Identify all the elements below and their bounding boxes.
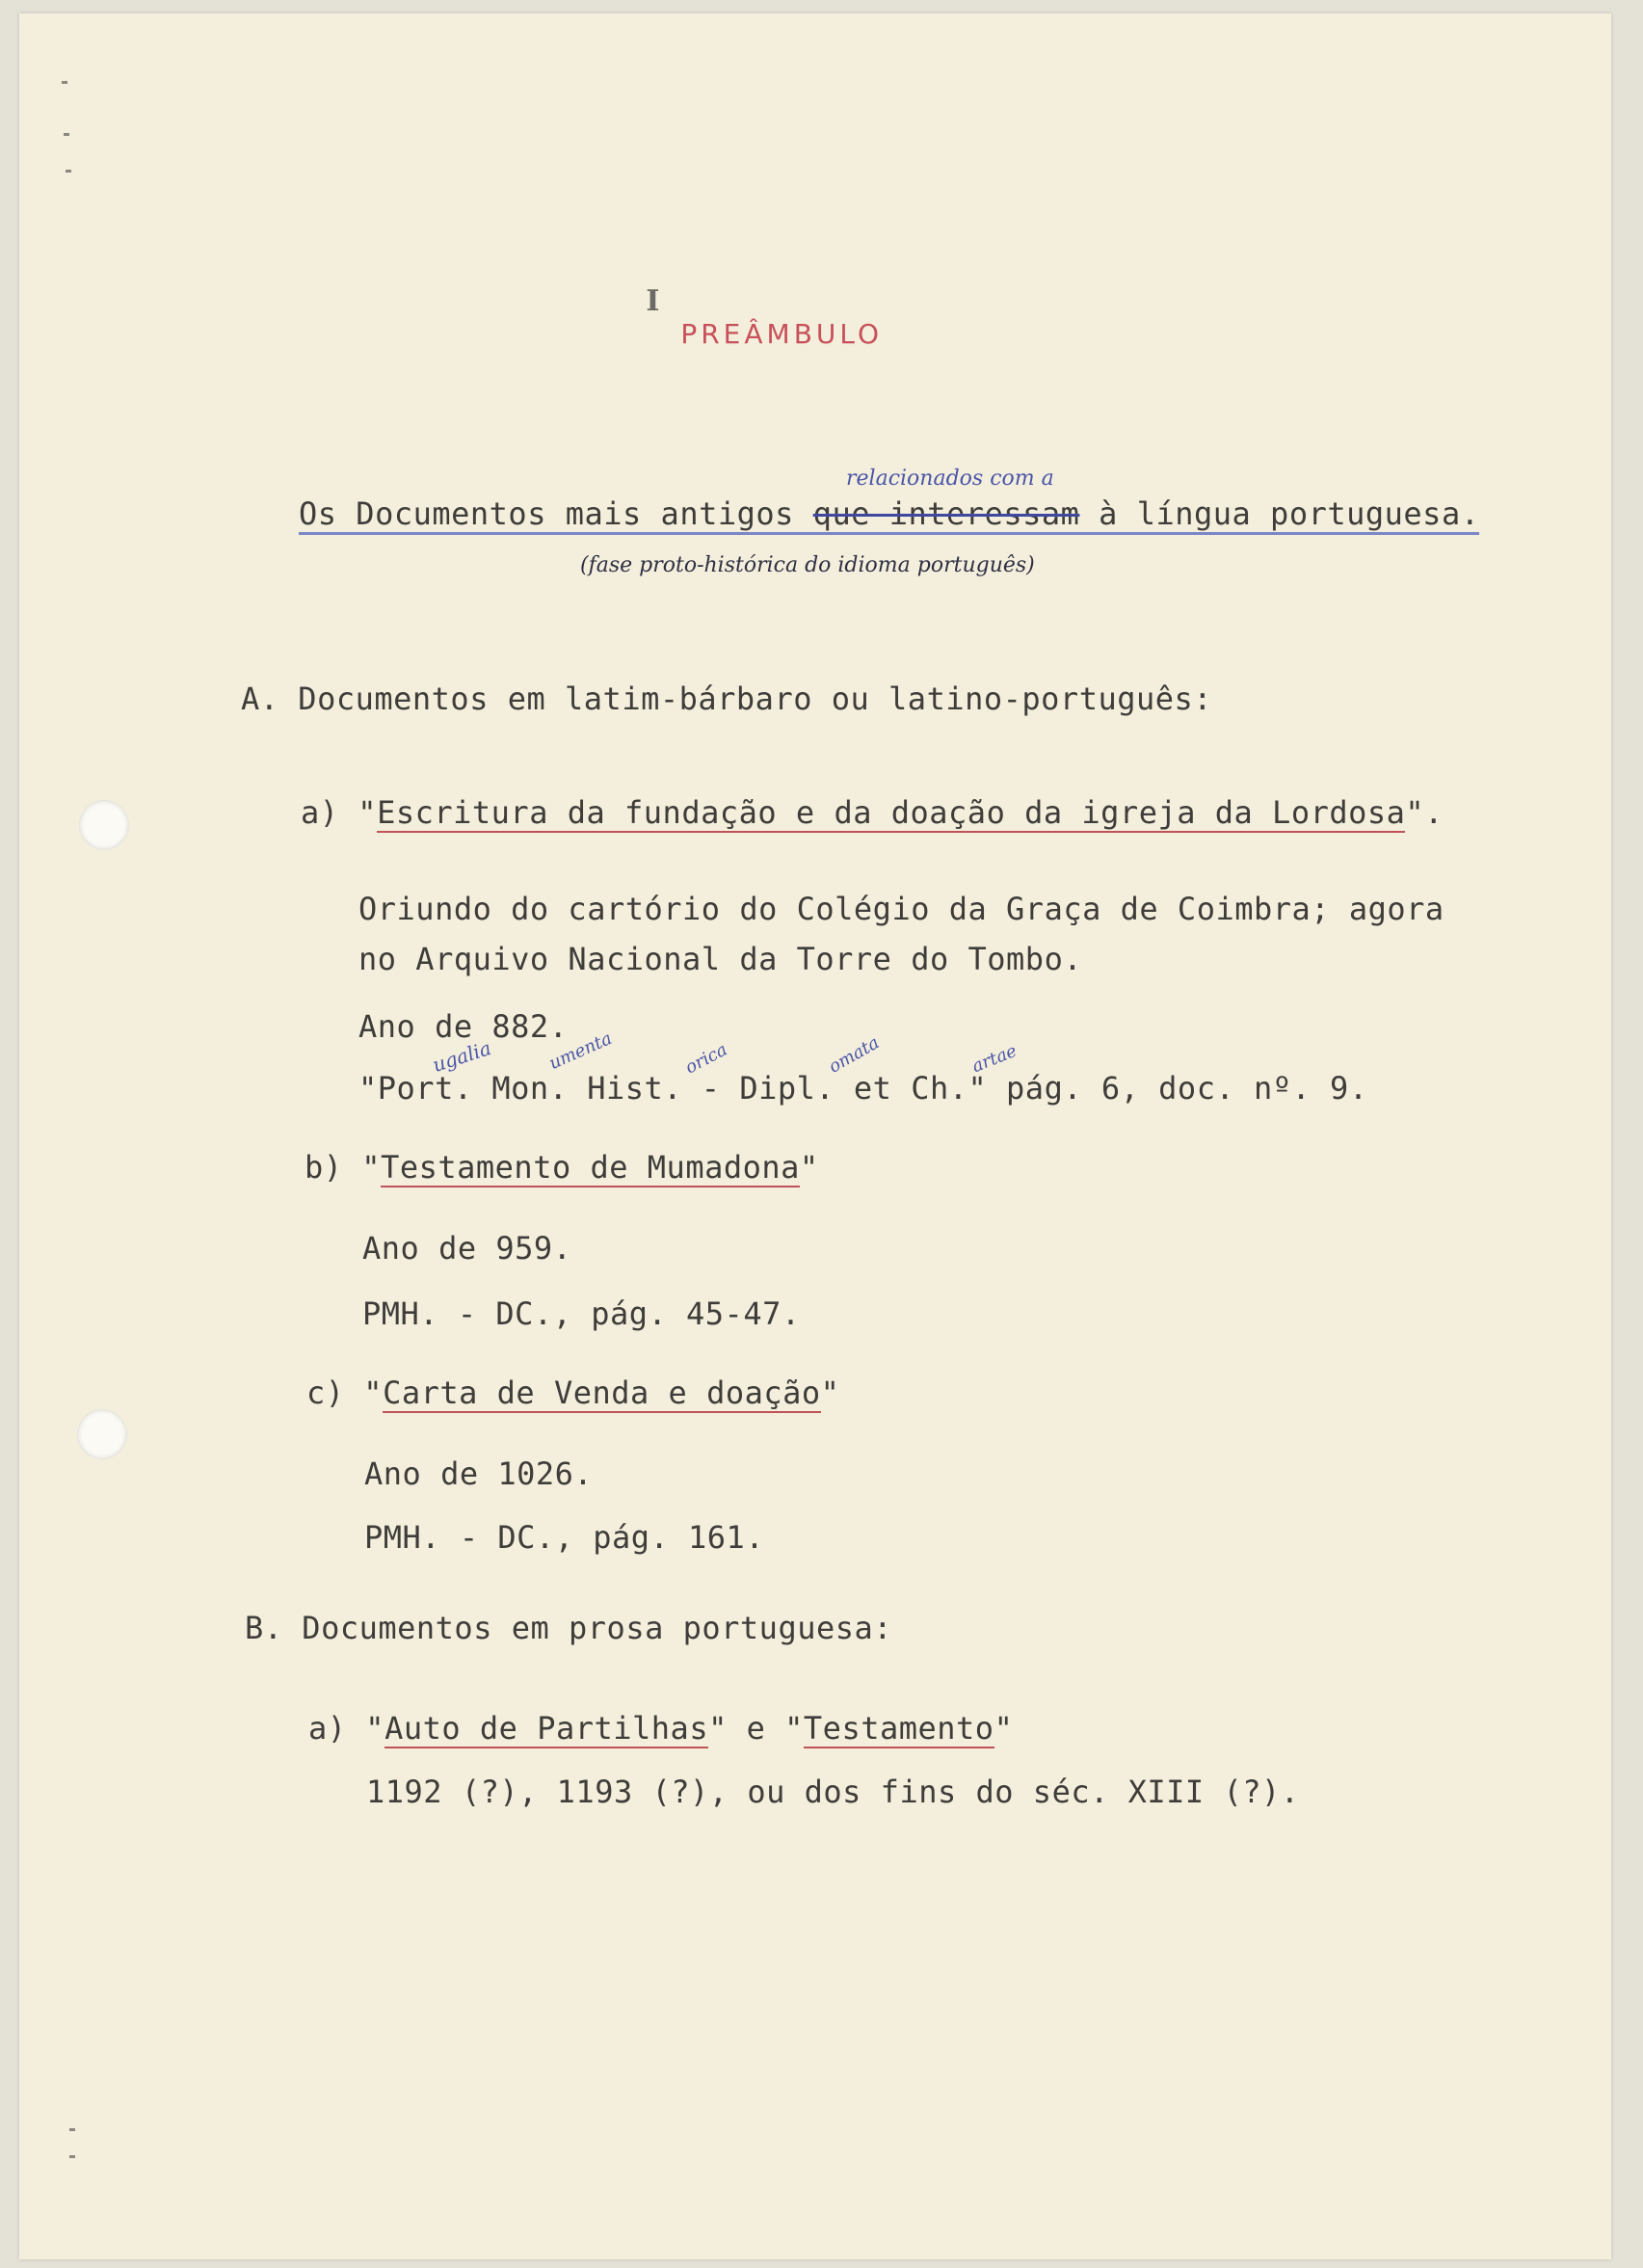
punch-hole xyxy=(79,800,129,850)
ref-hand-1: ugalia xyxy=(429,1035,494,1078)
title-separator: " e " xyxy=(708,1710,804,1747)
section-a-heading: A. Documentos em latim-bárbaro ou latino-português: xyxy=(241,680,1213,717)
item-letter: a) xyxy=(301,794,339,831)
ref-hand-2: umenta xyxy=(545,1027,616,1075)
quote-close: " xyxy=(799,1149,819,1186)
item-letter: a) xyxy=(308,1710,347,1747)
item-title: Carta de Venda e doação xyxy=(383,1374,821,1411)
ref-hand-5: artae xyxy=(968,1040,1020,1078)
quote-close: " xyxy=(820,1374,840,1411)
ref-hand-4: omata xyxy=(825,1032,884,1078)
item-a-c xyxy=(306,1374,839,1411)
ref-959: PMH. - DC., pág. 45-47. xyxy=(362,1295,801,1332)
edge-mark xyxy=(66,170,71,173)
ref-882: "Port. Mon. Hist. - Dipl. et Ch." pág. 6, doc. nº. 9. xyxy=(358,1070,1368,1107)
chapter-heading xyxy=(626,266,883,368)
insert-above-note: relacionados com a xyxy=(846,467,1054,491)
item-title: Escritura da fundação e da doação da igreja da Lordosa xyxy=(377,794,1406,831)
roman-numeral: I xyxy=(646,284,660,318)
main-title xyxy=(299,495,1479,532)
item-a-b xyxy=(305,1149,819,1186)
edge-mark xyxy=(64,133,69,136)
item-a-a xyxy=(301,794,1444,831)
heading-title: PREÂMBULO xyxy=(680,318,884,350)
title-struck: que interessam xyxy=(813,495,1080,535)
document-page xyxy=(19,13,1611,2259)
edge-mark xyxy=(69,2128,75,2131)
punch-hole xyxy=(77,1409,127,1459)
ref-1026: PMH. - DC., pág. 161. xyxy=(364,1519,765,1556)
main-subnote: (fase proto-histórica do idioma português) xyxy=(580,553,1035,577)
quote-close: ". xyxy=(1405,794,1444,831)
edge-mark xyxy=(62,81,67,84)
item-title: Testamento de Mumadona xyxy=(381,1149,800,1186)
item-letter: c) xyxy=(306,1374,345,1411)
title-part2: à língua portuguesa. xyxy=(1079,495,1479,535)
quote-open: " xyxy=(358,794,378,831)
quote-close: " xyxy=(994,1710,1014,1747)
quote-open: " xyxy=(365,1710,385,1747)
item-b-a xyxy=(308,1710,1013,1747)
origin-line-1: Oriundo do cartório do Colégio da Graça de Coimbra; agora xyxy=(358,891,1444,927)
ref-hand-3: orica xyxy=(681,1039,731,1079)
dates-line: 1192 (?), 1193 (?), ou dos fins do séc. XIII (?). xyxy=(366,1774,1300,1810)
item-title-2: Testamento xyxy=(803,1710,994,1747)
item-letter: b) xyxy=(305,1149,343,1186)
quote-open: " xyxy=(363,1374,384,1411)
section-b-heading: B. Documentos em prosa portuguesa: xyxy=(245,1610,893,1646)
edge-mark xyxy=(69,2155,75,2158)
item-title-1: Auto de Partilhas xyxy=(384,1710,709,1747)
title-part1: Os Documentos mais antigos xyxy=(299,495,813,535)
year-882: Ano de 882. xyxy=(358,1008,569,1045)
year-959: Ano de 959. xyxy=(362,1230,572,1267)
year-1026: Ano de 1026. xyxy=(364,1455,594,1492)
origin-line-2: no Arquivo Nacional da Torre do Tombo. xyxy=(358,941,1083,977)
quote-open: " xyxy=(361,1149,382,1186)
